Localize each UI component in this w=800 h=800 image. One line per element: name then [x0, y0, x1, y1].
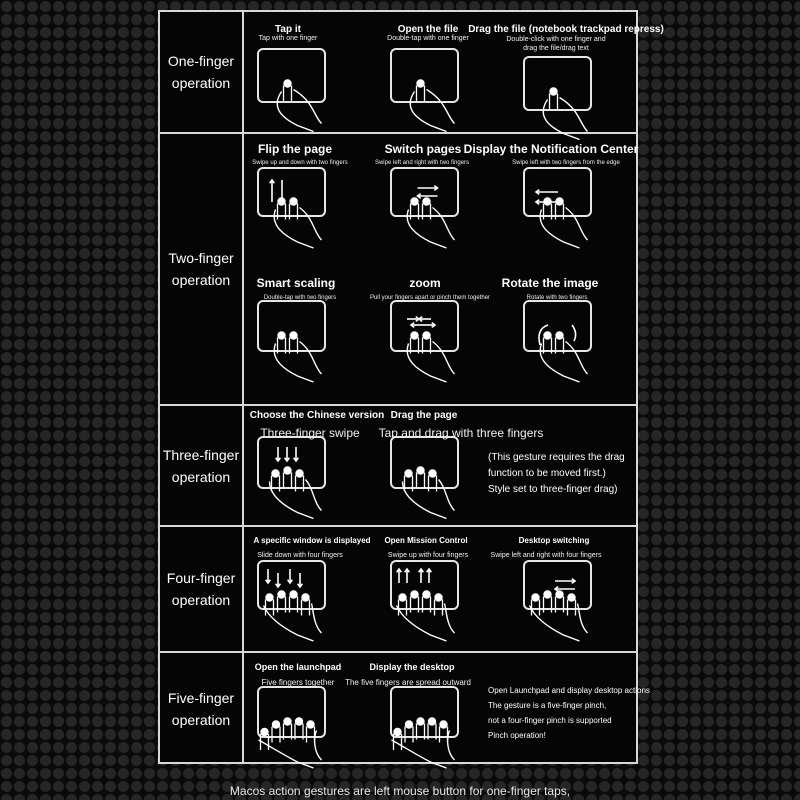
- hand-gesture-icon: [518, 172, 617, 267]
- row-label-three-finger: Three-finger operation: [162, 446, 240, 485]
- gesture-title: Desktop switching: [518, 536, 590, 545]
- finger-outline: [417, 724, 425, 740]
- finger-outline: [429, 476, 437, 492]
- finger-outline: [284, 724, 292, 740]
- fingertip-dot: [410, 590, 418, 598]
- gesture-subtitle: Pull your fingers apart or pinch them together: [369, 295, 491, 301]
- finger-outline: [417, 86, 425, 102]
- gesture-title: Open Mission Control: [384, 536, 468, 545]
- fingertip-dot: [428, 717, 436, 725]
- fingertip-dot: [416, 717, 424, 725]
- finger-outline: [278, 597, 286, 613]
- gesture-title: Display the desktop: [369, 662, 455, 672]
- hand-gesture-icon: [252, 565, 351, 660]
- hand-gesture-icon: [252, 691, 351, 788]
- finger-outline: [284, 86, 292, 102]
- fingertip-dot: [277, 590, 285, 598]
- finger-outline: [417, 473, 425, 489]
- gesture-title: Open the launchpad: [254, 662, 342, 672]
- gesture-subtitle: Swipe left and right with two fingers: [374, 160, 470, 166]
- fingertip-dot: [265, 593, 273, 601]
- gesture-title: Display the Notification Center: [463, 142, 639, 156]
- fingertip-dot: [422, 197, 430, 205]
- hand-gesture-icon: [518, 305, 617, 402]
- fingertip-dot: [434, 593, 442, 601]
- gesture-arrow: [288, 569, 293, 583]
- note-line: function to be moved first.): [488, 468, 606, 479]
- fingertip-dot: [428, 469, 436, 477]
- gesture-arrow: [427, 569, 432, 583]
- fingertip-dot: [555, 331, 563, 339]
- gesture-subtitle: Swipe left and right with four fingers: [490, 552, 602, 559]
- fingertip-dot: [301, 593, 309, 601]
- finger-outline: [399, 600, 407, 616]
- gesture-subtitle: Tap with one finger: [258, 35, 318, 42]
- finger-outline: [411, 204, 419, 220]
- palm-outline: [397, 604, 455, 642]
- finger-outline: [290, 597, 298, 613]
- fingertip-dot: [543, 331, 551, 339]
- gesture-arrow: [276, 573, 281, 587]
- fingertip-dot: [410, 197, 418, 205]
- gesture-arrow: [285, 447, 290, 461]
- hand-gesture-icon: [385, 441, 484, 539]
- hand-gesture-icon: [518, 565, 617, 660]
- gesture-arrow: [280, 180, 285, 202]
- finger-outline: [550, 94, 558, 110]
- hand-gesture-icon: [252, 305, 351, 402]
- gesture-arrow: [298, 573, 303, 587]
- gesture-subtitle: Five fingers together: [261, 678, 335, 687]
- fingertip-dot: [277, 331, 285, 339]
- fingertip-dot: [283, 79, 291, 87]
- finger-outline: [290, 338, 298, 354]
- finger-outline: [544, 204, 552, 220]
- gesture-subtitle: Swipe up and down with two fingers: [252, 160, 348, 166]
- finger-outline: [532, 600, 540, 616]
- fingertip-dot: [531, 593, 539, 601]
- rotate-arrow: [572, 325, 576, 341]
- hand-gesture-icon: [385, 172, 484, 267]
- fingertip-dot: [289, 197, 297, 205]
- gesture-arrow: [411, 323, 423, 328]
- hand-gesture-icon: [252, 441, 351, 539]
- finger-outline: [556, 338, 564, 354]
- finger-outline: [405, 476, 413, 492]
- gesture-title: Flip the page: [257, 142, 333, 156]
- finger-outline: [405, 727, 413, 743]
- gesture-arrow: [555, 587, 575, 592]
- gesture-title: Switch pages: [384, 142, 462, 156]
- fingertip-dot: [422, 590, 430, 598]
- note-line: Style set to three-finger drag): [488, 484, 618, 495]
- finger-outline: [428, 724, 436, 740]
- gesture-title: Rotate the image: [501, 276, 599, 290]
- fingertip-dot: [404, 469, 412, 477]
- finger-outline: [290, 204, 298, 220]
- gesture-title: Smart scaling: [256, 276, 336, 290]
- fingertip-dot: [549, 87, 557, 95]
- fingertip-dot: [422, 331, 430, 339]
- palm-outline: [264, 604, 322, 642]
- gesture-arrow: [423, 323, 435, 328]
- fingertip-dot: [283, 717, 291, 725]
- finger-outline: [278, 204, 286, 220]
- note-line: The gesture is a five-finger pinch,: [488, 701, 607, 710]
- fingertip-dot: [393, 728, 401, 736]
- fingertip-dot: [283, 466, 291, 474]
- finger-outline: [266, 600, 274, 616]
- gesture-title: Choose the Chinese version: [249, 410, 385, 421]
- fingertip-dot: [410, 331, 418, 339]
- hand-gesture-icon: [252, 53, 351, 153]
- gesture-title: zoom: [409, 276, 441, 290]
- hand-gesture-icon: [252, 172, 351, 267]
- finger-outline: [278, 338, 286, 354]
- finger-outline: [440, 727, 448, 743]
- five-finger-note: [488, 683, 650, 743]
- fingertip-dot: [295, 717, 303, 725]
- gesture-arrow: [555, 579, 575, 584]
- hand-gesture-icon: [385, 565, 484, 660]
- fingertip-dot: [405, 720, 413, 728]
- column-divider: [242, 12, 244, 762]
- note-line: Pinch operation!: [488, 731, 546, 740]
- fingertip-dot: [543, 590, 551, 598]
- row-label-four-finger: Four-finger operation: [166, 570, 236, 608]
- fingertip-dot: [289, 590, 297, 598]
- finger-outline: [296, 476, 304, 492]
- footer-caption: Macos action gestures are left mouse button for one-finger taps,: [229, 784, 571, 798]
- gesture-title: Drag the page: [390, 410, 458, 421]
- note-line: (This gesture requires the drag: [488, 452, 625, 463]
- finger-outline: [544, 597, 552, 613]
- finger-outline: [544, 338, 552, 354]
- gesture-arrow: [418, 186, 438, 191]
- note-line: not a four-finger pinch is supported: [488, 716, 612, 725]
- fingertip-dot: [398, 593, 406, 601]
- finger-outline: [411, 597, 419, 613]
- gesture-arrow: [397, 569, 402, 583]
- finger-outline: [556, 597, 564, 613]
- gesture-title: Tap it: [275, 24, 301, 35]
- gesture-subtitle: Double-click with one finger and drag the file/drag text: [506, 36, 606, 52]
- gesture-subtitle: Rotate with two fingers: [526, 295, 588, 301]
- fingertip-dot: [272, 720, 280, 728]
- finger-outline: [302, 600, 310, 616]
- hand-gesture-icon: [385, 305, 484, 402]
- gesture-arrow: [405, 569, 410, 583]
- finger-outline: [423, 597, 431, 613]
- gesture-arrow: [419, 569, 424, 583]
- gesture-title: Drag the file (notebook trackpad repress): [468, 24, 664, 35]
- finger-outline: [295, 724, 303, 740]
- row-label-one-finger: One-finger operation: [167, 53, 235, 91]
- finger-outline: [307, 727, 315, 743]
- gesture-subtitle: Tap and drag with three fingers: [378, 426, 544, 440]
- gesture-subtitle: Swipe up with four fingers: [387, 552, 469, 559]
- fingertip-dot: [289, 331, 297, 339]
- fingertip-dot: [416, 79, 424, 87]
- finger-outline: [556, 204, 564, 220]
- hand-gesture-icon: [385, 53, 484, 153]
- finger-outline: [272, 476, 280, 492]
- gesture-subtitle: Three-finger swipe: [260, 426, 360, 440]
- fingertip-dot: [439, 720, 447, 728]
- gesture-subtitle: Double-tap with one finger: [387, 35, 469, 42]
- gesture-arrow: [294, 447, 299, 461]
- finger-outline: [284, 473, 292, 489]
- finger-outline: [568, 600, 576, 616]
- gesture-arrow: [276, 447, 281, 461]
- gesture-arrow: [407, 317, 419, 322]
- row-label-two-finger: Two-finger operation: [168, 250, 234, 288]
- gesture-subtitle: Double-tap with two fingers: [263, 295, 337, 301]
- row-label-five-finger: Five-finger operation: [167, 689, 235, 728]
- gesture-title: A specific window is displayed: [253, 536, 371, 545]
- gesture-subtitle: The five fingers are spread outward: [345, 678, 471, 687]
- fingertip-dot: [306, 720, 314, 728]
- fingertip-dot: [271, 469, 279, 477]
- gesture-arrow: [536, 190, 558, 195]
- finger-outline: [411, 338, 419, 354]
- gesture-arrow: [266, 569, 271, 583]
- gesture-subtitle: Slide down with four fingers: [257, 552, 343, 559]
- three-finger-note: [488, 450, 625, 498]
- fingertip-dot: [416, 466, 424, 474]
- gesture-arrow: [270, 180, 275, 202]
- hand-gesture-icon: [385, 691, 484, 788]
- palm-outline: [530, 604, 588, 642]
- fingertip-dot: [567, 593, 575, 601]
- fingertip-dot: [260, 728, 268, 736]
- finger-outline: [423, 338, 431, 354]
- gesture-arrow: [419, 317, 431, 322]
- finger-outline: [272, 727, 280, 743]
- finger-outline: [423, 204, 431, 220]
- fingertip-dot: [295, 469, 303, 477]
- note-line: Open Launchpad and display desktop actions: [488, 686, 650, 695]
- gesture-title: Open the file: [397, 24, 459, 35]
- fingertip-dot: [555, 590, 563, 598]
- gesture-subtitle: Swipe left with two fingers from the edge: [512, 160, 620, 166]
- finger-outline: [435, 600, 443, 616]
